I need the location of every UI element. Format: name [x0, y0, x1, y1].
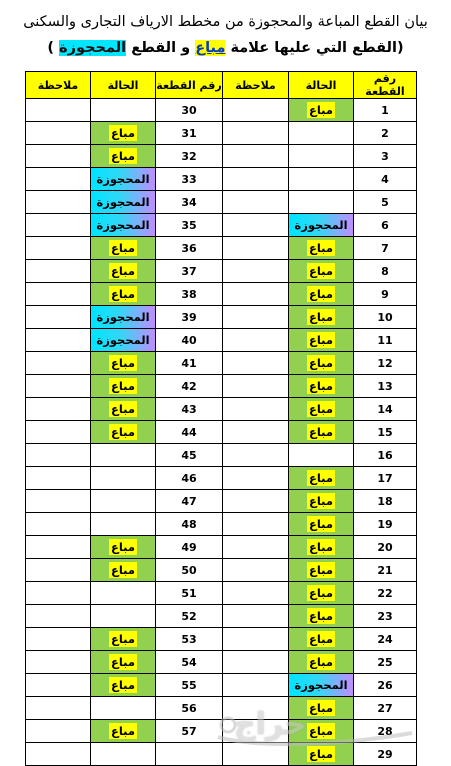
- right-status-cell: [289, 605, 354, 628]
- left-note-cell: [26, 628, 91, 651]
- left-number-cell: 56: [156, 697, 223, 720]
- left-status-cell: [91, 398, 156, 421]
- right-status-cell: [289, 559, 354, 582]
- watermark-text: حراج: [234, 707, 307, 742]
- left-number-cell: 35: [156, 214, 223, 237]
- left-number-cell: 37: [156, 260, 223, 283]
- left-number-cell: 39: [156, 306, 223, 329]
- left-note-cell: [26, 743, 91, 766]
- left-number-cell: 54: [156, 651, 223, 674]
- left-number-cell: 50: [156, 559, 223, 582]
- right-number-cell: 23: [354, 605, 417, 628]
- left-status-cell: [91, 582, 156, 605]
- status-sold-label: مباع: [309, 471, 333, 485]
- table-row: [26, 122, 417, 145]
- left-note-cell: [26, 559, 91, 582]
- status-sold-label: مباع: [309, 494, 333, 508]
- table-row: [26, 283, 417, 306]
- right-note-cell: [223, 283, 289, 306]
- status-sold-label: مباع: [309, 632, 333, 646]
- right-number-cell: 25: [354, 651, 417, 674]
- left-note-cell: [26, 352, 91, 375]
- right-status-cell: [289, 122, 354, 145]
- status-sold-label: مباع: [111, 632, 135, 646]
- left-status-cell: [91, 674, 156, 697]
- left-number-cell: 53: [156, 628, 223, 651]
- right-number-cell: 13: [354, 375, 417, 398]
- left-note-cell: [26, 720, 91, 743]
- status-sold-label: مباع: [111, 425, 135, 439]
- right-note-cell: [223, 214, 289, 237]
- left-status-cell: [91, 490, 156, 513]
- left-note-cell: [26, 260, 91, 283]
- status-sold-label: مباع: [111, 264, 135, 278]
- status-sold-label: مباع: [309, 563, 333, 577]
- status-sold-label: مباع: [309, 747, 333, 761]
- left-number-cell: 41: [156, 352, 223, 375]
- right-status-cell: [289, 490, 354, 513]
- table-row: [26, 260, 417, 283]
- status-reserved-label: المحجوزة: [96, 333, 150, 347]
- header-left-number: رقم القطعة: [156, 72, 223, 99]
- left-status-cell: [91, 375, 156, 398]
- left-status-cell: [91, 605, 156, 628]
- left-status-cell: [91, 237, 156, 260]
- left-number-cell: 33: [156, 168, 223, 191]
- left-note-cell: [26, 536, 91, 559]
- left-note-cell: [26, 697, 91, 720]
- status-sold-label: مباع: [111, 402, 135, 416]
- table-header-row: [26, 72, 417, 99]
- page-title: بيان القطع المباعة والمحجوزة من مخطط الارياف التجارى والسكنى: [23, 14, 428, 30]
- left-note-cell: [26, 513, 91, 536]
- right-note-cell: [223, 536, 289, 559]
- subtitle-middle: و القطع: [126, 40, 196, 56]
- status-sold-label: مباع: [111, 678, 135, 692]
- left-status-cell: [91, 306, 156, 329]
- right-number-cell: 7: [354, 237, 417, 260]
- left-note-cell: [26, 490, 91, 513]
- left-note-cell: [26, 329, 91, 352]
- status-reserved-label: المحجوزة: [96, 310, 150, 324]
- right-number-cell: 4: [354, 168, 417, 191]
- header-left-status: الحالة: [91, 72, 156, 99]
- left-status-cell: [91, 260, 156, 283]
- right-status-cell: [289, 329, 354, 352]
- status-sold-label: مباع: [111, 724, 135, 738]
- status-sold-label: مباع: [309, 655, 333, 669]
- right-number-cell: 14: [354, 398, 417, 421]
- left-number-cell: 52: [156, 605, 223, 628]
- right-note-cell: [223, 628, 289, 651]
- left-number-cell: 32: [156, 145, 223, 168]
- left-number-cell: 44: [156, 421, 223, 444]
- right-number-cell: 10: [354, 306, 417, 329]
- right-status-cell: [289, 444, 354, 467]
- right-note-cell: [223, 191, 289, 214]
- left-status-cell: [91, 467, 156, 490]
- left-number-cell: 42: [156, 375, 223, 398]
- status-sold-label: مباع: [111, 287, 135, 301]
- table-row: [26, 237, 417, 260]
- left-number-cell: 57: [156, 720, 223, 743]
- table-row: [26, 375, 417, 398]
- left-status-cell: [91, 191, 156, 214]
- status-sold-label: مباع: [111, 241, 135, 255]
- left-note-cell: [26, 145, 91, 168]
- right-status-cell: [289, 191, 354, 214]
- subtitle-open: (القطع التي عليها علامة: [225, 40, 404, 56]
- plots-table: [25, 71, 417, 766]
- right-status-cell: [289, 260, 354, 283]
- right-status-cell: [289, 375, 354, 398]
- table-row: [26, 467, 417, 490]
- right-note-cell: [223, 651, 289, 674]
- right-number-cell: 8: [354, 260, 417, 283]
- left-note-cell: [26, 237, 91, 260]
- left-status-cell: [91, 559, 156, 582]
- table-row: [26, 214, 417, 237]
- header-left-note: ملاحظة: [26, 72, 91, 99]
- left-note-cell: [26, 99, 91, 122]
- right-status-cell: [289, 99, 354, 122]
- right-status-cell: [289, 214, 354, 237]
- left-number-cell: 48: [156, 513, 223, 536]
- right-status-cell: [289, 237, 354, 260]
- table-row: [26, 352, 417, 375]
- left-number-cell: 40: [156, 329, 223, 352]
- right-status-cell: [289, 398, 354, 421]
- table-row: [26, 605, 417, 628]
- right-note-cell: [223, 122, 289, 145]
- right-note-cell: [223, 490, 289, 513]
- status-sold-label: مباع: [309, 540, 333, 554]
- table-row: [26, 168, 417, 191]
- left-number-cell: 46: [156, 467, 223, 490]
- left-note-cell: [26, 168, 91, 191]
- left-number-cell: 43: [156, 398, 223, 421]
- right-number-cell: 6: [354, 214, 417, 237]
- right-number-cell: 21: [354, 559, 417, 582]
- right-status-cell: [289, 582, 354, 605]
- right-number-cell: 1: [354, 99, 417, 122]
- table-row: [26, 444, 417, 467]
- right-number-cell: 20: [354, 536, 417, 559]
- right-note-cell: [223, 444, 289, 467]
- left-note-cell: [26, 283, 91, 306]
- status-sold-label: مباع: [309, 241, 333, 255]
- right-status-cell: [289, 651, 354, 674]
- right-note-cell: [223, 260, 289, 283]
- left-note-cell: [26, 191, 91, 214]
- table-row: [26, 398, 417, 421]
- left-note-cell: [26, 421, 91, 444]
- left-note-cell: [26, 214, 91, 237]
- table-row: [26, 674, 417, 697]
- table-row: [26, 559, 417, 582]
- right-number-cell: 12: [354, 352, 417, 375]
- table-row: [26, 421, 417, 444]
- right-note-cell: [223, 513, 289, 536]
- left-status-cell: [91, 214, 156, 237]
- status-sold-label: مباع: [309, 310, 333, 324]
- header-right-number: رقم القطعة: [354, 72, 417, 99]
- status-sold-label: مباع: [309, 609, 333, 623]
- subtitle-reserved-highlight: المحجوزة: [59, 40, 127, 56]
- left-status-cell: [91, 168, 156, 191]
- table-row: [26, 651, 417, 674]
- left-note-cell: [26, 444, 91, 467]
- left-status-cell: [91, 99, 156, 122]
- table-row: [26, 306, 417, 329]
- status-sold-label: مباع: [309, 425, 333, 439]
- left-note-cell: [26, 582, 91, 605]
- left-status-cell: [91, 651, 156, 674]
- right-number-cell: 19: [354, 513, 417, 536]
- status-reserved-label: المحجوزة: [96, 172, 150, 186]
- left-number-cell: 36: [156, 237, 223, 260]
- right-note-cell: [223, 398, 289, 421]
- status-sold-label: مباع: [309, 586, 333, 600]
- right-note-cell: [223, 237, 289, 260]
- right-note-cell: [223, 168, 289, 191]
- status-reserved-label: المحجوزة: [294, 218, 348, 232]
- table-body: [26, 99, 417, 766]
- left-note-cell: [26, 306, 91, 329]
- table-row: [26, 513, 417, 536]
- haraj-watermark: [212, 703, 422, 747]
- status-sold-label: مباع: [309, 264, 333, 278]
- left-number-cell: 45: [156, 444, 223, 467]
- right-number-cell: 2: [354, 122, 417, 145]
- right-number-cell: 22: [354, 582, 417, 605]
- left-status-cell: [91, 628, 156, 651]
- right-status-cell: [289, 352, 354, 375]
- status-sold-label: مباع: [309, 402, 333, 416]
- right-number-cell: 9: [354, 283, 417, 306]
- left-number-cell: 55: [156, 674, 223, 697]
- left-status-cell: [91, 122, 156, 145]
- right-number-cell: 28: [354, 720, 417, 743]
- left-number-cell: 31: [156, 122, 223, 145]
- status-sold-label: مباع: [309, 724, 333, 738]
- subtitle-close: ): [47, 40, 60, 56]
- header-right-note: ملاحظة: [223, 72, 289, 99]
- status-reserved-label: المحجوزة: [294, 678, 348, 692]
- right-number-cell: 26: [354, 674, 417, 697]
- left-status-cell: [91, 513, 156, 536]
- right-note-cell: [223, 99, 289, 122]
- right-note-cell: [223, 329, 289, 352]
- right-status-cell: [289, 145, 354, 168]
- left-status-cell: [91, 421, 156, 444]
- right-note-cell: [223, 306, 289, 329]
- status-reserved-label: المحجوزة: [96, 195, 150, 209]
- left-number-cell: 38: [156, 283, 223, 306]
- status-sold-label: مباع: [111, 149, 135, 163]
- left-status-cell: [91, 352, 156, 375]
- left-number-cell: 51: [156, 582, 223, 605]
- right-note-cell: [223, 421, 289, 444]
- left-note-cell: [26, 398, 91, 421]
- right-status-cell: [289, 168, 354, 191]
- right-status-cell: [289, 513, 354, 536]
- status-sold-label: مباع: [309, 333, 333, 347]
- right-note-cell: [223, 559, 289, 582]
- right-status-cell: [289, 467, 354, 490]
- status-sold-label: مباع: [309, 379, 333, 393]
- table-row: [26, 99, 417, 122]
- right-number-cell: 18: [354, 490, 417, 513]
- right-number-cell: 27: [354, 697, 417, 720]
- right-note-cell: [223, 145, 289, 168]
- status-sold-label: مباع: [111, 563, 135, 577]
- left-note-cell: [26, 467, 91, 490]
- status-reserved-label: المحجوزة: [96, 218, 150, 232]
- right-status-cell: [289, 536, 354, 559]
- left-note-cell: [26, 605, 91, 628]
- page-subtitle: [0, 40, 451, 56]
- left-status-cell: [91, 283, 156, 306]
- table-row: [26, 582, 417, 605]
- left-number-cell: 30: [156, 99, 223, 122]
- left-note-cell: [26, 122, 91, 145]
- right-number-cell: 17: [354, 467, 417, 490]
- status-sold-label: مباع: [309, 517, 333, 531]
- right-status-cell: [289, 306, 354, 329]
- right-number-cell: 11: [354, 329, 417, 352]
- table-row: [26, 145, 417, 168]
- left-status-cell: [91, 697, 156, 720]
- right-number-cell: 3: [354, 145, 417, 168]
- right-number-cell: 15: [354, 421, 417, 444]
- right-number-cell: 24: [354, 628, 417, 651]
- right-number-cell: 29: [354, 743, 417, 766]
- status-sold-label: مباع: [111, 540, 135, 554]
- right-note-cell: [223, 352, 289, 375]
- right-status-cell: [289, 628, 354, 651]
- left-number-cell: 47: [156, 490, 223, 513]
- left-note-cell: [26, 375, 91, 398]
- left-status-cell: [91, 329, 156, 352]
- right-note-cell: [223, 582, 289, 605]
- subtitle-sold-highlight: مباع: [195, 40, 226, 56]
- right-status-cell: [289, 674, 354, 697]
- table-row: [26, 490, 417, 513]
- status-sold-label: مباع: [309, 356, 333, 370]
- status-sold-label: مباع: [111, 379, 135, 393]
- right-note-cell: [223, 674, 289, 697]
- left-status-cell: [91, 444, 156, 467]
- status-sold-label: مباع: [309, 103, 333, 117]
- right-status-cell: [289, 421, 354, 444]
- left-status-cell: [91, 145, 156, 168]
- status-sold-label: مباع: [309, 701, 333, 715]
- left-number-cell: 34: [156, 191, 223, 214]
- left-number-cell: 49: [156, 536, 223, 559]
- status-sold-label: مباع: [111, 655, 135, 669]
- table-row: [26, 329, 417, 352]
- left-status-cell: [91, 720, 156, 743]
- right-note-cell: [223, 375, 289, 398]
- left-note-cell: [26, 674, 91, 697]
- left-status-cell: [91, 743, 156, 766]
- left-note-cell: [26, 651, 91, 674]
- table-row: [26, 191, 417, 214]
- header-right-status: الحالة: [289, 72, 354, 99]
- right-status-cell: [289, 283, 354, 306]
- right-number-cell: 5: [354, 191, 417, 214]
- status-sold-label: مباع: [111, 356, 135, 370]
- table-row: [26, 628, 417, 651]
- right-note-cell: [223, 467, 289, 490]
- status-sold-label: مباع: [309, 287, 333, 301]
- right-number-cell: 16: [354, 444, 417, 467]
- right-note-cell: [223, 605, 289, 628]
- status-sold-label: مباع: [111, 126, 135, 140]
- table-row: [26, 536, 417, 559]
- left-status-cell: [91, 536, 156, 559]
